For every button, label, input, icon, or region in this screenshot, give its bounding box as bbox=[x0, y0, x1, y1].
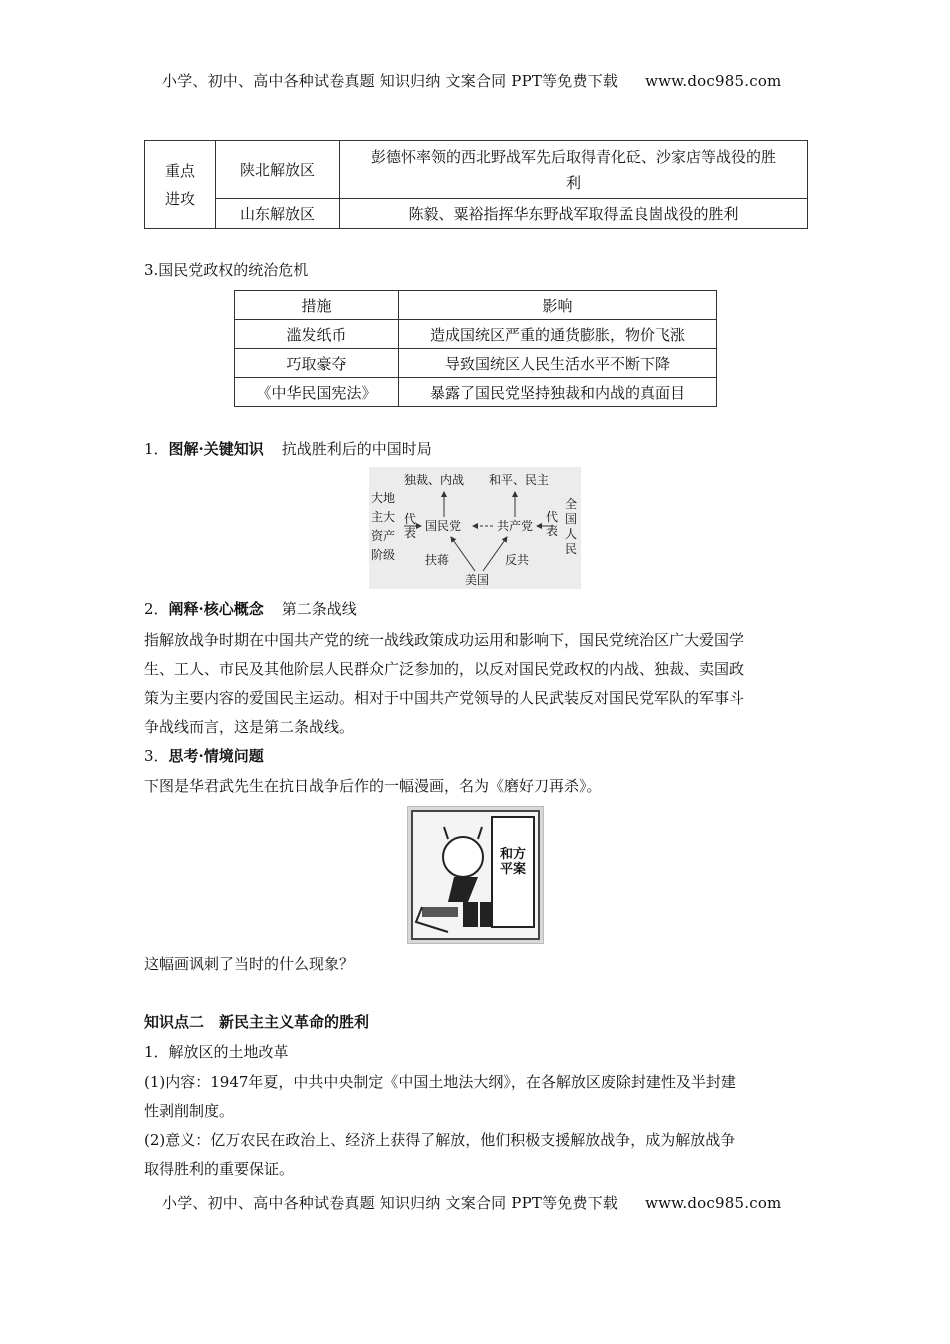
header-text: 小学、初中、高中各种试卷真题 知识归纳 文案合同 PPT等免费下载 bbox=[162, 72, 619, 90]
table-header: 影响 bbox=[399, 291, 717, 320]
key-offensive-table bbox=[144, 140, 808, 229]
item-heading: 2．阐释·核心概念 第二条战线 bbox=[144, 600, 357, 618]
diagram-label: 大地主大资产阶级 bbox=[371, 491, 396, 562]
area-cell: 陕北解放区 bbox=[216, 141, 340, 199]
table-cell: 《中华民国宪法》 bbox=[235, 378, 399, 407]
header-url[interactable]: www.doc985.com bbox=[645, 72, 782, 90]
table-row bbox=[235, 378, 717, 407]
table-cell: 造成国统区严重的通货膨胀，物价飞涨 bbox=[399, 320, 717, 349]
page-header bbox=[162, 70, 781, 91]
land-reform-title: 1．解放区的土地改革 bbox=[144, 1043, 289, 1061]
concept-paragraph: 指解放战争时期在中国共产党的统一战线政策成功运用和影响下，国民党统治区广大爱国学 生、工人、市民及其他阶层人民群众广泛参加的，以反对国民党政权的内战、独裁、卖国政 策为主要内容的爱国民主运动。相对于中国共产党领导的人民武装反对国民党军队的军事斗 争战线而言，这是第二条战线。 bbox=[144, 631, 745, 736]
footer-text: 小学、初中、高中各种试卷真题 知识归纳 文案合同 PPT等免费下载 bbox=[162, 1194, 619, 1212]
cartoon-sign: 和方平案 bbox=[500, 847, 527, 877]
group-label-cell: 重点 进攻 bbox=[145, 141, 216, 229]
page-footer bbox=[162, 1192, 781, 1213]
table-header: 措施 bbox=[235, 291, 399, 320]
knowledge-point-title: 知识点二 新民主主义革命的胜利 bbox=[144, 1013, 370, 1031]
diagram-label: 全国人民 bbox=[564, 497, 577, 556]
diagram-label: 和平、民主 bbox=[489, 473, 550, 487]
situation-diagram bbox=[369, 467, 581, 589]
diagram-label: 独裁、内战 bbox=[404, 473, 465, 487]
diagram-label: 代表 bbox=[546, 510, 559, 538]
table-row bbox=[235, 349, 717, 378]
section-title: 3.国民党政权的统治危机 bbox=[144, 261, 309, 279]
area-cell: 山东解放区 bbox=[216, 199, 340, 229]
table-cell: 导致国统区人民生活水平不断下降 bbox=[399, 349, 717, 378]
cartoon-intro: 下图是华君武先生在抗日战争后作的一幅漫画，名为《磨好刀再杀》。 bbox=[144, 777, 602, 795]
land-reform-content: (1)内容：1947年夏，中共中央制定《中国土地法大纲》，在各解放区废除封建性及半封建 性剥削制度。 (2)意义：亿万农民在政治上、经济上获得了解放，他们积极支援解放战争，成为解放战争 取得胜利的重要保证。 bbox=[144, 1073, 736, 1178]
desc-cell: 彭德怀率领的西北野战军先后取得青化砭、沙家店等战役的胜 利 bbox=[340, 141, 808, 199]
item-heading: 3．思考·情境问题 bbox=[144, 747, 264, 765]
question-text: 这幅画讽刺了当时的什么现象？ bbox=[144, 955, 355, 973]
table-cell: 巧取豪夺 bbox=[235, 349, 399, 378]
table-cell: 滥发纸币 bbox=[235, 320, 399, 349]
crisis-table bbox=[234, 290, 717, 407]
table-row bbox=[235, 320, 717, 349]
diagram-label: 美国 bbox=[465, 573, 490, 587]
cartoon-image bbox=[407, 806, 544, 944]
diagram-label: 国民党 bbox=[425, 519, 462, 533]
diagram-label: 共产党 bbox=[497, 519, 534, 533]
footer-url[interactable]: www.doc985.com bbox=[645, 1194, 782, 1212]
table-cell: 暴露了国民党坚持独裁和内战的真面目 bbox=[399, 378, 717, 407]
item-heading: 1．图解·关键知识 抗战胜利后的中国时局 bbox=[144, 440, 432, 458]
diagram-label: 代表 bbox=[404, 512, 417, 540]
diagram-label: 反共 bbox=[505, 553, 530, 567]
desc-cell: 陈毅、粟裕指挥华东野战军取得孟良崮战役的胜利 bbox=[340, 199, 808, 229]
diagram-label: 扶蒋 bbox=[425, 553, 450, 567]
